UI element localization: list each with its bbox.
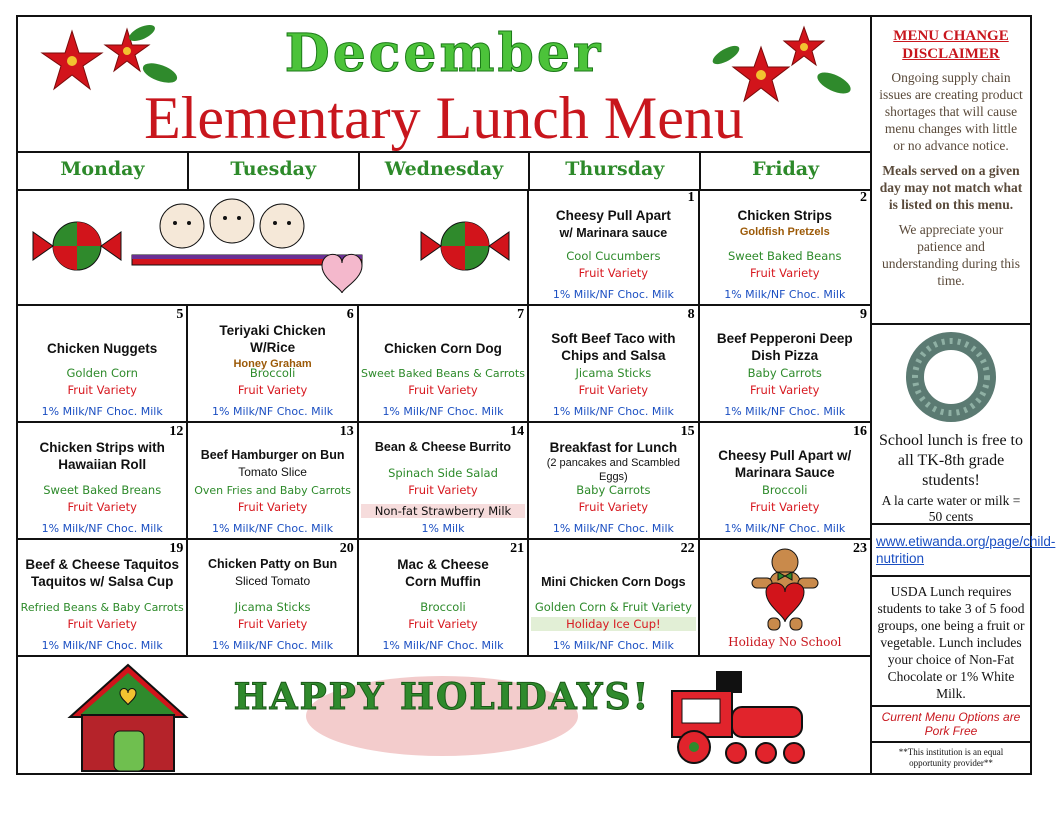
side-item: Cool Cucumbers (566, 249, 661, 263)
page-title: Elementary Lunch Menu (144, 85, 744, 151)
strawberry-milk-item: Non-fat Strawberry Milk (361, 504, 525, 518)
side-item: Jicama Sticks (575, 366, 652, 380)
milk-item: 1% Milk/NF Choc. Milk (212, 639, 334, 652)
milk-item: 1% Milk/NF Choc. Milk (552, 639, 674, 652)
day-wednesday: Wednesday (360, 151, 531, 189)
menu-main (16, 15, 872, 775)
side-item: Golden Corn & Fruit Variety (534, 600, 692, 614)
day-friday: Friday (752, 158, 820, 180)
equal-opportunity-box (872, 743, 1030, 769)
date-number: 20 (339, 541, 354, 556)
fruit-item: Fruit Variety (237, 617, 308, 631)
day-cell-12 (18, 423, 188, 538)
date-number: 7 (517, 307, 525, 322)
week-row-3 (18, 423, 870, 540)
gingerbread-heart-icon (740, 544, 830, 634)
wreath-icon (901, 331, 1001, 431)
date-number: 19 (169, 541, 184, 556)
day-cell-8 (529, 306, 699, 421)
month-title: December (284, 23, 604, 84)
day-cell-2 (700, 189, 870, 304)
day-cell-22 (529, 540, 699, 655)
header (18, 17, 870, 153)
free-lunch-text: School lunch is free to all TK-8th grade students! (879, 432, 1023, 489)
date-number: 12 (169, 424, 184, 439)
banner-text: HAPPY HOLIDAYS! (233, 676, 651, 718)
train-engine-icon (666, 663, 816, 773)
milk-item: 1% Milk/NF Choc. Milk (41, 405, 163, 418)
ice-cup-item: Holiday Ice Cup! (531, 617, 695, 631)
fruit-item: Fruit Variety (67, 383, 137, 397)
fruit-item: Fruit Variety (67, 500, 137, 514)
entree: Chicken Nuggets (47, 341, 158, 356)
milk-item: 1% Milk/NF Choc. Milk (382, 405, 504, 418)
side-item: Broccoli (420, 600, 466, 614)
date-number: 9 (859, 307, 867, 322)
side-item: Sweet Baked Breans (43, 483, 162, 497)
entree: Chicken Corn Dog (384, 341, 502, 356)
ala-carte-text: A la carte water or milk = 50 cents (881, 493, 1021, 524)
entree: Chicken Strips with Hawaiian Roll (39, 440, 165, 472)
fruit-item: Fruit Variety (237, 500, 308, 514)
fruit-item: Fruit Variety (408, 617, 478, 631)
disclaimer-box (872, 17, 1030, 325)
entree: Bean & Cheese Burrito (374, 440, 512, 454)
fruit-item: Fruit Variety (408, 483, 478, 497)
happy-holidays-banner (233, 661, 651, 771)
bottom-art (18, 659, 870, 773)
day-cell-13 (188, 423, 358, 538)
fruit-item: Fruit Variety (408, 383, 478, 397)
day-cell-21 (359, 540, 529, 655)
date-number: 23 (852, 541, 867, 556)
milk-item: 1% Milk (421, 522, 465, 535)
pork-box (872, 707, 1030, 743)
date-number: 16 (852, 424, 867, 439)
side-item: Sweet Baked Beans (728, 249, 842, 263)
fruit-item: Fruit Variety (750, 266, 820, 280)
entree: Beef & Cheese Taquitos Taquitos w/ Salsa Cup (25, 557, 179, 589)
day-cell-6 (188, 306, 358, 421)
entree: Chicken Strips Goldfish Pretzels (737, 208, 833, 238)
side-item: Spinach Side Salad (388, 466, 498, 480)
gingerbread-house-icon (68, 661, 198, 775)
side-item: Refried Beans & Baby Carrots (20, 601, 184, 614)
milk-item: 1% Milk/NF Choc. Milk (212, 405, 334, 418)
day-cell-19 (18, 540, 188, 655)
entree: Chicken Patty on Bun Sliced Tomato (207, 557, 338, 588)
milk-item: 1% Milk/NF Choc. Milk (724, 522, 846, 535)
date-number: 1 (687, 190, 695, 205)
date-number: 14 (510, 424, 525, 439)
entree: Breakfast for Lunch (2 pancakes and Scambled Eggs) (546, 440, 681, 483)
entree: Beef Pepperoni Deep Dish Pizza (716, 331, 853, 363)
entree: Cheesy Pull Apart w/ Marinara sauce (555, 208, 671, 240)
entree: Cheesy Pull Apart w/ Marinara Sauce (718, 448, 852, 480)
nutrition-link[interactable]: www.etiwanda.org/page/child-nutrition (876, 534, 1056, 566)
week-row-2 (18, 306, 870, 423)
date-number: 22 (680, 541, 695, 556)
disclaimer-text: Ongoing supply chain issues are creating product shortages that will cause menu changes with little or no advance notice. (879, 70, 1023, 153)
week1-art-cell (18, 189, 529, 304)
side-item: Sweet Baked Beans & Carrots (360, 367, 525, 380)
fruit-item: Fruit Variety (67, 617, 137, 631)
milk-item: 1% Milk/NF Choc. Milk (552, 405, 674, 418)
day-monday: Monday (18, 151, 189, 189)
side-item: Jicama Sticks (234, 600, 311, 614)
entree: Teriyaki Chicken W/Rice Honey Graham (219, 323, 326, 370)
day-cell-7 (359, 306, 529, 421)
menu-grid (18, 189, 870, 657)
usda-box (872, 577, 1030, 707)
side-item: Oven Fries and Baby Carrots (194, 484, 351, 497)
day-cell-9 (700, 306, 870, 421)
holiday-note: Holiday No School (728, 635, 842, 649)
disclaimer-thanks: We appreciate your patience and understanding during this time. (882, 222, 1020, 288)
day-cell-5 (18, 306, 188, 421)
side-item: Baby Carrots (576, 483, 651, 497)
date-number: 5 (176, 307, 184, 322)
disclaimer-warning: Meals served on a given day may not match what is listed on this menu. (879, 163, 1023, 212)
fruit-item: Fruit Variety (578, 383, 649, 397)
disclaimer-title: MENU CHANGE DISCLAIMER (893, 28, 1009, 62)
date-number: 8 (687, 307, 695, 322)
day-cell-1 (529, 189, 699, 304)
weekday-header (18, 151, 870, 191)
bears-candy-art-icon (22, 191, 522, 301)
equal-opportunity-text: **This institution is an equal opportunity provider** (898, 747, 1004, 768)
link-box (872, 525, 1056, 577)
day-cell-16 (700, 423, 870, 538)
week-row-4 (18, 540, 870, 657)
fruit-item: Fruit Variety (578, 500, 649, 514)
free-lunch-box (872, 325, 1030, 525)
milk-item: 1% Milk/NF Choc. Milk (41, 639, 163, 652)
entree: Soft Beef Taco with Chips and Salsa (551, 331, 676, 363)
milk-item: 1% Milk/NF Choc. Milk (41, 522, 163, 535)
day-cell-20 (188, 540, 358, 655)
day-tuesday: Tuesday (189, 151, 360, 189)
date-number: 15 (680, 424, 695, 439)
pork-free-text: Current Menu Options are Pork Free (881, 710, 1021, 738)
week-row-1 (18, 189, 870, 306)
fruit-item: Fruit Variety (237, 383, 308, 397)
milk-item: 1% Milk/NF Choc. Milk (212, 522, 334, 535)
milk-item: 1% Milk/NF Choc. Milk (724, 288, 846, 301)
date-number: 21 (510, 541, 525, 556)
day-cell-14 (359, 423, 529, 538)
usda-text: USDA Lunch requires students to take 3 of 5 food groups, one being a fruit or vegetable. Lunch includes your choice of Non-Fat Chocolate or 1% White Milk. (877, 584, 1025, 701)
side-item: Broccoli (762, 483, 808, 497)
fruit-item: Fruit Variety (750, 500, 820, 514)
entree: Beef Hamburger on Bun Tomato Slice (200, 448, 345, 479)
menu-frame (16, 15, 1056, 775)
day-cell-15 (529, 423, 699, 538)
side-item: Broccoli (249, 366, 296, 380)
date-number: 2 (859, 190, 867, 205)
milk-item: 1% Milk/NF Choc. Milk (552, 288, 674, 301)
milk-item: 1% Milk/NF Choc. Milk (552, 522, 674, 535)
date-number: 6 (346, 307, 354, 322)
fruit-item: Fruit Variety (750, 383, 820, 397)
milk-item: 1% Milk/NF Choc. Milk (382, 639, 504, 652)
entree: Mac & Cheese Corn Muffin (397, 557, 489, 589)
fruit-item: Fruit Variety (578, 266, 649, 280)
sidebar (872, 15, 1056, 775)
side-item: Golden Corn (66, 366, 138, 380)
entree: Mini Chicken Corn Dogs (541, 575, 686, 589)
day-cell-23 (700, 540, 870, 655)
milk-item: 1% Milk/NF Choc. Milk (724, 405, 846, 418)
day-thursday: Thursday (530, 151, 701, 189)
date-number: 13 (339, 424, 354, 439)
side-item: Baby Carrots (747, 366, 822, 380)
